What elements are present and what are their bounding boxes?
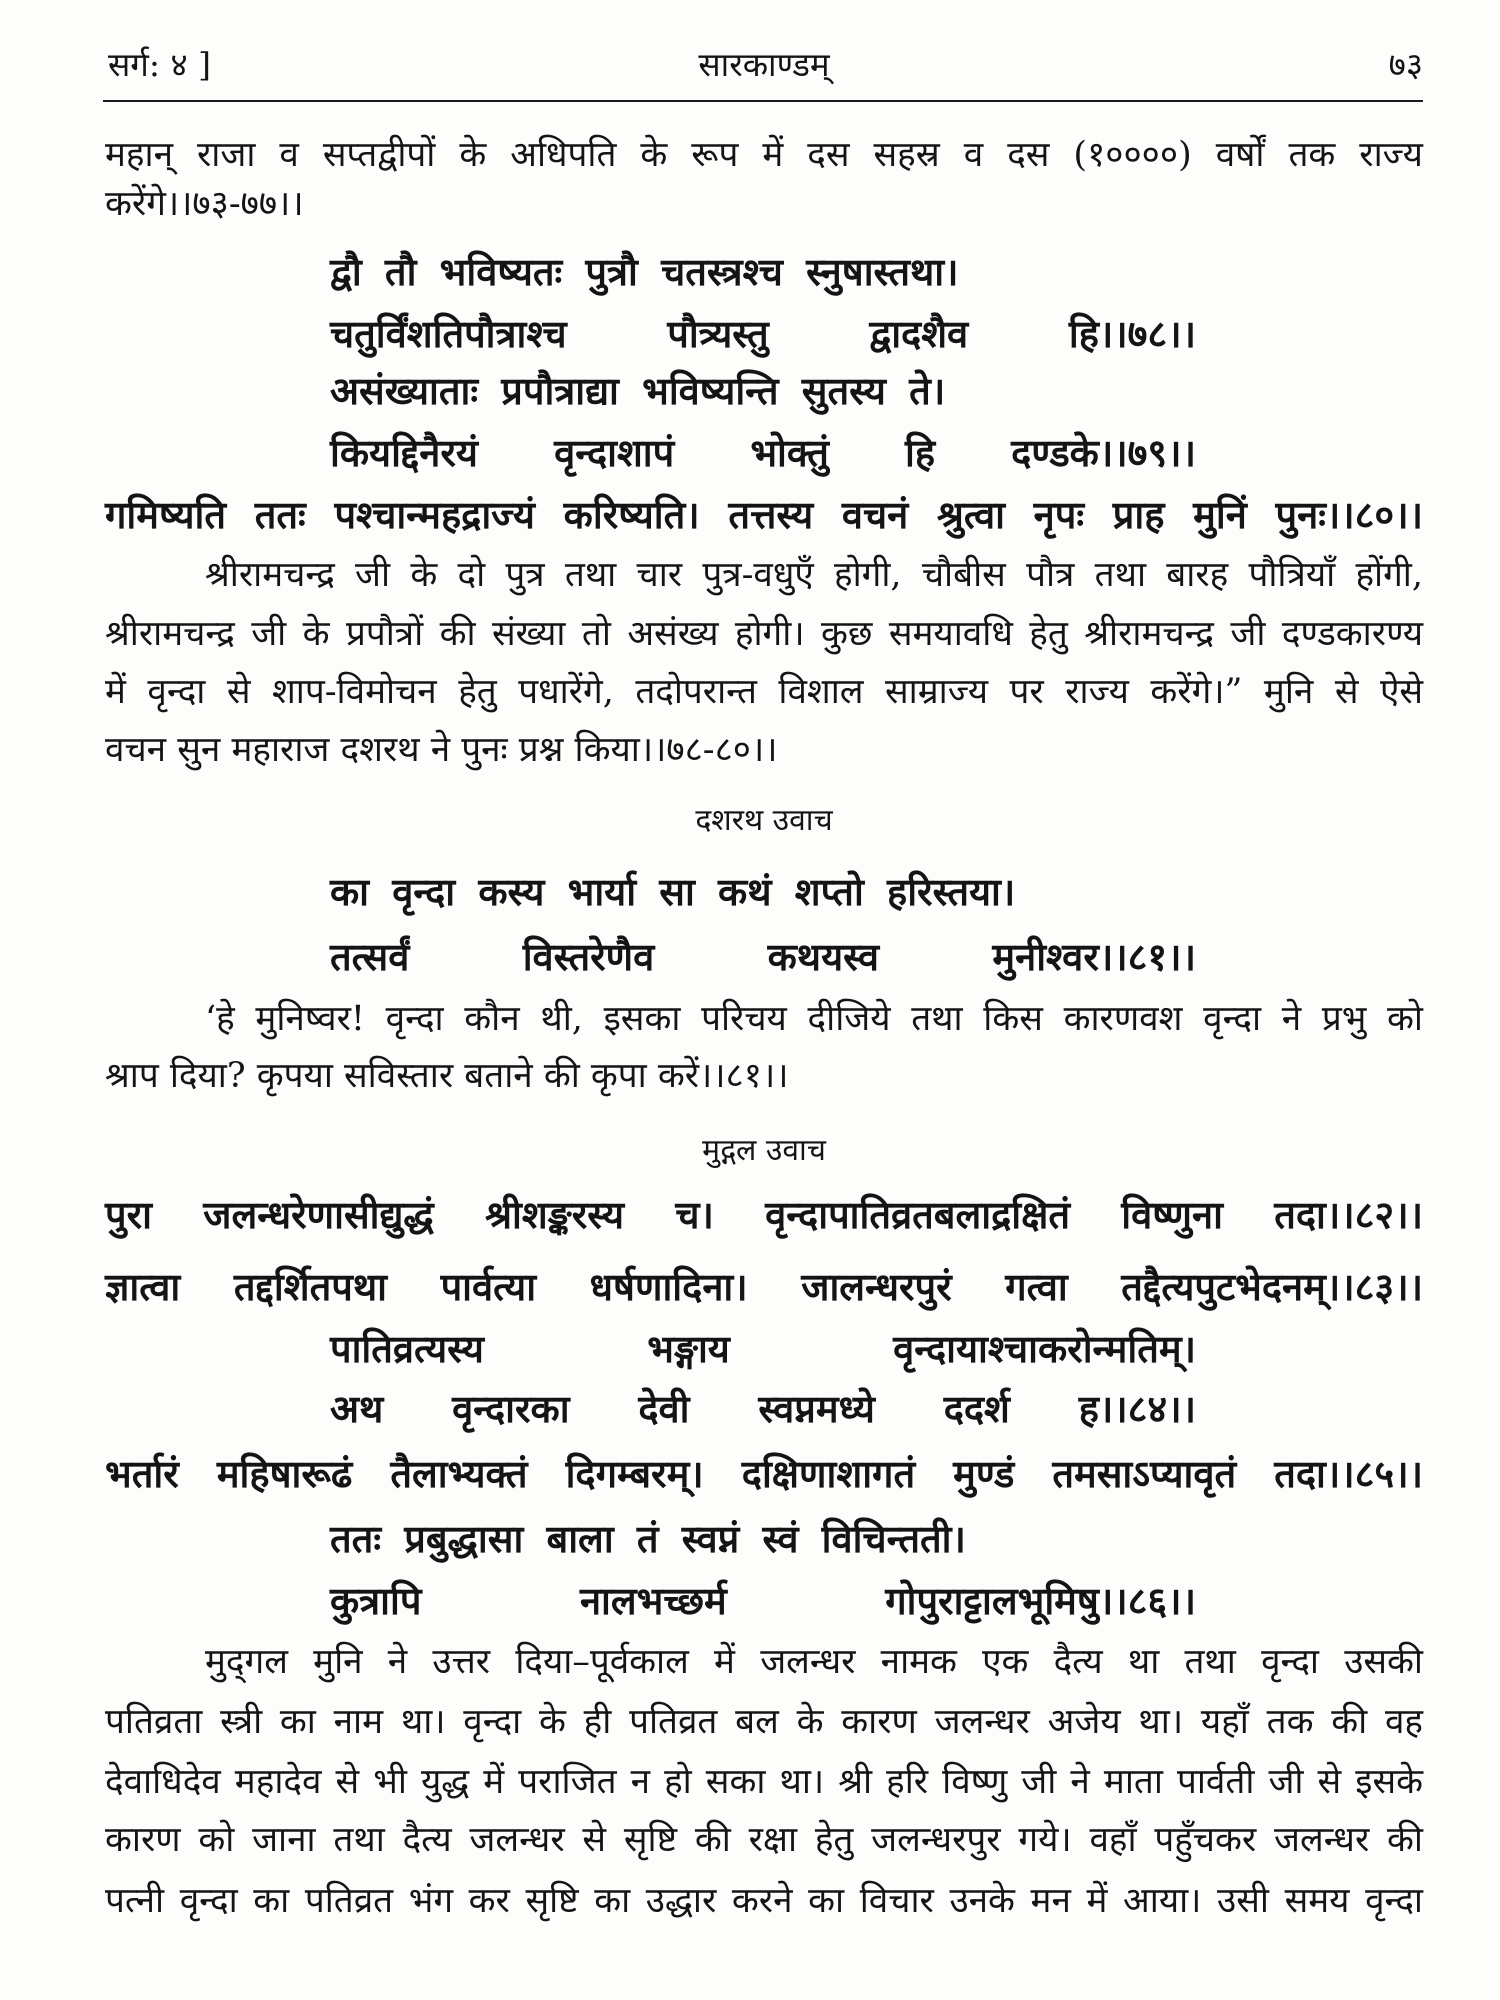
verse-line: कुत्रापि नालभच्छर्म गोपुराट्टालभूमिषु।।८६।। [330,1578,1196,1623]
prose-line: पत्नी वृन्दा का पतिव्रत भंग कर सृष्टि का उद्धार करने का विचार उनके मन में आया। उसी समय वृन्दा [105,1881,1423,1921]
prose-line: श्रीरामचन्द्र जी के दो पुत्र तथा चार पुत्र-वधुएँ होगी, चौबीस पौत्र तथा बारह पौत्रियाँ होंगी, [205,555,1423,595]
verse-line: असंख्याताः प्रपौत्राद्या भविष्यन्ति सुतस्य ते। [330,368,946,413]
speaker-heading: मुद्गल उवाच [702,1133,826,1168]
verse-line: ज्ञात्वा तद्दर्शितपथा पार्वत्या धर्षणादिना। जालन्धरपुरं गत्वा तद्दैत्यपुटभेदनम्।।८३।। [105,1264,1423,1309]
page-number: ७३ [1388,45,1423,84]
prose-line: ‘हे मुनिष्वर! वृन्दा कौन थी, इसका परिचय दीजिये तथा किस कारणवश वृन्दा ने प्रभु को [205,999,1423,1039]
verse-line: ततः प्रबुद्धासा बाला तं स्वप्नं स्वं विचिन्तती। [330,1516,966,1561]
prose-line: पतिव्रता स्त्री का नाम था। वृन्दा के ही पतिव्रत बल के कारण जलन्धर अजेय था। यहाँ तक की वह [105,1702,1423,1742]
verse-line: तत्सर्वं विस्तरेणैव कथयस्व मुनीश्वर।।८१।। [330,934,1196,979]
prose-line: देवाधिदेव महादेव से भी युद्ध में पराजित न हो सका था। श्री हरि विष्णु जी ने माता पार्वती जी से इसके [105,1762,1423,1802]
header-rule [103,100,1423,102]
verse-line: गमिष्यति ततः पश्चान्महद्राज्यं करिष्यति। तत्तस्य वचनं श्रुत्वा नृपः प्राह मुनिं पुनः।।८०।। [105,492,1423,537]
prose-line: श्राप दिया? कृपया सविस्तार बताने की कृपा करें।।८१।। [105,1056,789,1096]
verse-line: पातिव्रत्यस्य भङ्गाय वृन्दायाश्चाकरोन्मतिम्। [330,1326,1196,1371]
prose-line: कारण को जाना तथा दैत्य जलन्धर से सृष्टि की रक्षा हेतु जलन्धरपुर गये। वहाँ पहुँचकर जलन्धर की [105,1820,1423,1860]
prose-line: श्रीरामचन्द्र जी के प्रपौत्रों की संख्या तो असंख्य होगी। कुछ समयावधि हेतु श्रीरामचन्द्र जी दण्डकारण्य [105,614,1423,654]
verse-line: भर्तारं महिषारूढं तैलाभ्यक्तं दिगम्बरम्। दक्षिणाशागतं मुण्डं तमसाऽप्यावृतं तदा।।८५।। [105,1451,1423,1496]
verse-line: अथ वृन्दारका देवी स्वप्नमध्ये ददर्श ह।।८४।। [330,1386,1196,1431]
prose-line: करेंगे।।७३-७७।। [105,184,304,224]
prose-line: मुद्‌गल मुनि ने उत्तर दिया–पूर्वकाल में जलन्धर नामक एक दैत्य था तथा वृन्दा उसकी [205,1642,1423,1682]
prose-line: महान् राजा व सप्तद्वीपों के अधिपति के रूप में दस सहस्र व दस (१००००) वर्षों तक राज्य [105,135,1423,175]
verse-line: द्वौ तौ भविष्यतः पुत्रौ चतस्त्रश्च स्नुषास्तथा। [330,249,959,294]
chapter-label: सर्ग: ४ ] [108,45,212,84]
verse-line: का वृन्दा कस्य भार्या सा कथं शप्तो हरिस्तया। [330,869,1016,914]
verse-line: पुरा जलन्धरेणासीद्युद्धं श्रीशङ्करस्य च। वृन्दापातिव्रतबलाद्रक्षितं विष्णुना तदा।।८२।। [105,1192,1423,1237]
speaker-heading: दशरथ उवाच [695,803,833,838]
verse-line: चतुर्विंशतिपौत्राश्च पौत्र्यस्तु द्वादशैव हि।।७८।। [330,311,1196,356]
prose-line: वचन सुन महाराज दशरथ ने पुनः प्रश्न किया।।७८-८०।। [105,730,778,770]
prose-line: में वृन्दा से शाप-विमोचन हेतु पधारेंगे, तदोपरान्त विशाल साम्राज्य पर राज्य करेंगे।” मुनि से ऐसे [105,672,1423,712]
verse-line: कियद्दिनैरयं वृन्दाशापं भोक्तुं हि दण्डके।।७९।। [330,430,1196,475]
running-title: सारकाण्डम् [698,45,830,84]
